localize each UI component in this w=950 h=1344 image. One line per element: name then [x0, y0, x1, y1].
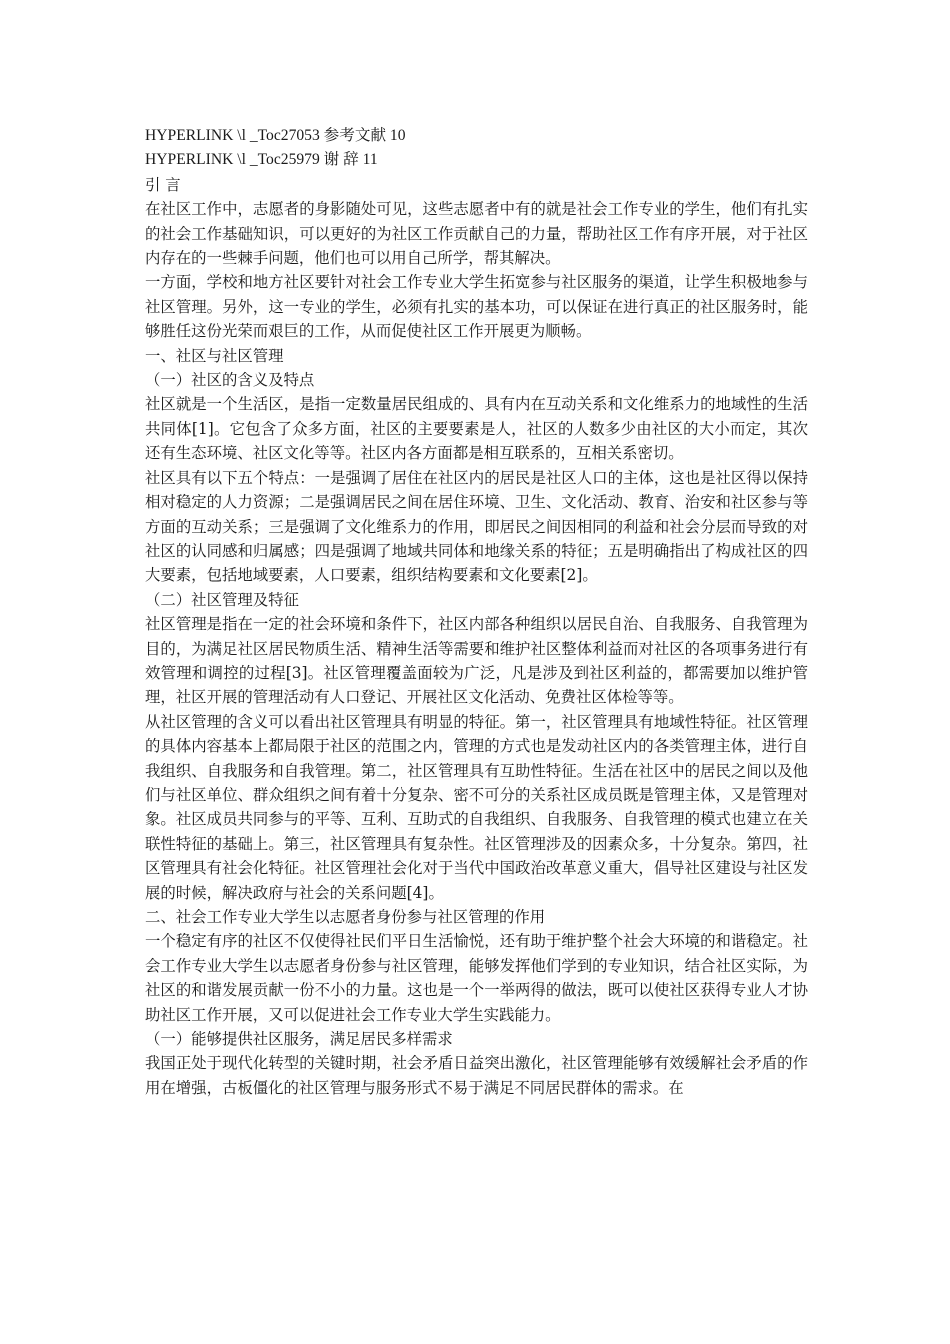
- toc-entry-references[interactable]: HYPERLINK \l _Toc27053 参考文献 10: [145, 127, 406, 144]
- section-2-paragraph-1: 社区管理是指在一定的社会环境和条件下，社区内部各种组织以居民自治、自我服务、自我管理为目的，为满足社区居民物质生活、精神生活等需要和维护社区整体利益而对社区的各项事务进行有效管理和调控的过程[3]。社区管理覆盖面较为广泛，凡是涉及到社区利益的，都需要加以维护管理，社区开展的管理活动有人口登记、开展社区文化活动、免费社区体检等等。: [145, 615, 808, 707]
- section-2-paragraph-2: 从社区管理的含义可以看出社区管理具有明显的特征。第一，社区管理具有地域性特征。社区管理的具体内容基本上都局限于社区的范围之内，管理的方式也是发动社区内的各类管理主体，进行自我组织、自我服务和自我管理。第二，社区管理具有互助性特征。生活在社区中的居民之间以及他们与社区单位、群众组织之间有着十分复杂、密不可分的关系社区成员既是管理主体，又是管理对象。社区成员共同参与的平等、互利、互助式的自我组织、自我服务、自我管理的模式也建立在关联性特征的基础上。第三，社区管理具有复杂性。社区管理涉及的因素众多，十分复杂。第四，社区管理具有社会化特征。社区管理社会化对于当代中国政治改革意义重大，倡导社区建设与社区发展的时候，解决政府与社会的关系问题[4]。: [145, 712, 808, 902]
- toc-entry-acknowledgements[interactable]: HYPERLINK \l _Toc25979 谢 辞 11: [145, 151, 378, 169]
- section-1-paragraph-2: 社区具有以下五个特点：一是强调了居住在社区内的居民是社区人口的主体，这也是社区得以保持相对稳定的人力资源；二是强调居民之间在居住环境、卫生、文化活动、教育、治安和社区参与等方面的互动关系；三是强调了文化维系力的作用，即居民之间因相同的利益和社会分层而导致的对社区的认同感和归属感；四是强调了地域共同体和地缘关系的特征；五是明确指出了构成社区的四大要素，包括地域要素，人口要素，组织结构要素和文化要素[2]。: [145, 468, 808, 585]
- document-body: [145, 124, 808, 1100]
- subsection-heading-2-1: （一）能够提供社区服务，满足居民多样需求: [145, 1030, 453, 1049]
- section-3-paragraph-1: 一个稳定有序的社区不仅使得社民们平日生活愉悦，还有助于维护整个社会大环境的和谐稳定。社会工作专业大学生以志愿者身份参与社区管理，能够发挥他们学到的专业知识，结合社区实际，为社区的和谐发展贡献一份不小的力量。这也是一个一举两得的做法，既可以使社区获得专业人才协助社区工作开展，又可以促进社会工作专业大学生实践能力。: [145, 932, 808, 1024]
- subsection-heading-1-1: （一）社区的含义及特点: [145, 371, 315, 390]
- section-heading-2: 二、社会工作专业大学生以志愿者身份参与社区管理的作用: [145, 908, 546, 926]
- section-1-paragraph-1: 社区就是一个生活区，是指一定数量居民组成的、具有内在互动关系和文化维系力的地域性的生活共同体[1]。它包含了众多方面，社区的主要要素是人，社区的人数多少由社区的大小而定，其次还有生态环境、社区文化等等。社区内各方面都是相互联系的，互相关系密切。: [145, 395, 808, 463]
- section-4-paragraph-1: 我国正处于现代化转型的关键时期，社会矛盾日益突出激化，社区管理能够有效缓解社会矛盾的作用在增强，古板僵化的社区管理与服务形式不易于满足不同居民群体的需求。在: [145, 1054, 808, 1097]
- section-heading-1: 一、社区与社区管理: [145, 346, 284, 365]
- heading-introduction: 引 言: [145, 175, 181, 194]
- intro-paragraph-2: 一方面，学校和地方社区要针对社会工作专业大学生拓宽参与社区服务的渠道，让学生积极地参与社区管理。另外，这一专业的学生，必须有扎实的基本功，可以保证在进行真正的社区服务时，能够胜任这份光荣而艰巨的工作，从而促使社区工作开展更为顺畅。: [145, 273, 808, 341]
- intro-paragraph-1: 在社区工作中，志愿者的身影随处可见，这些志愿者中有的就是社会工作专业的学生，他们有扎实的社会工作基础知识，可以更好的为社区工作贡献自己的力量，帮助社区工作有序开展，对于社区内存在的一些棘手问题，他们也可以用自己所学，帮其解决。: [145, 200, 808, 268]
- subsection-heading-1-2: （二）社区管理及特征: [145, 590, 299, 609]
